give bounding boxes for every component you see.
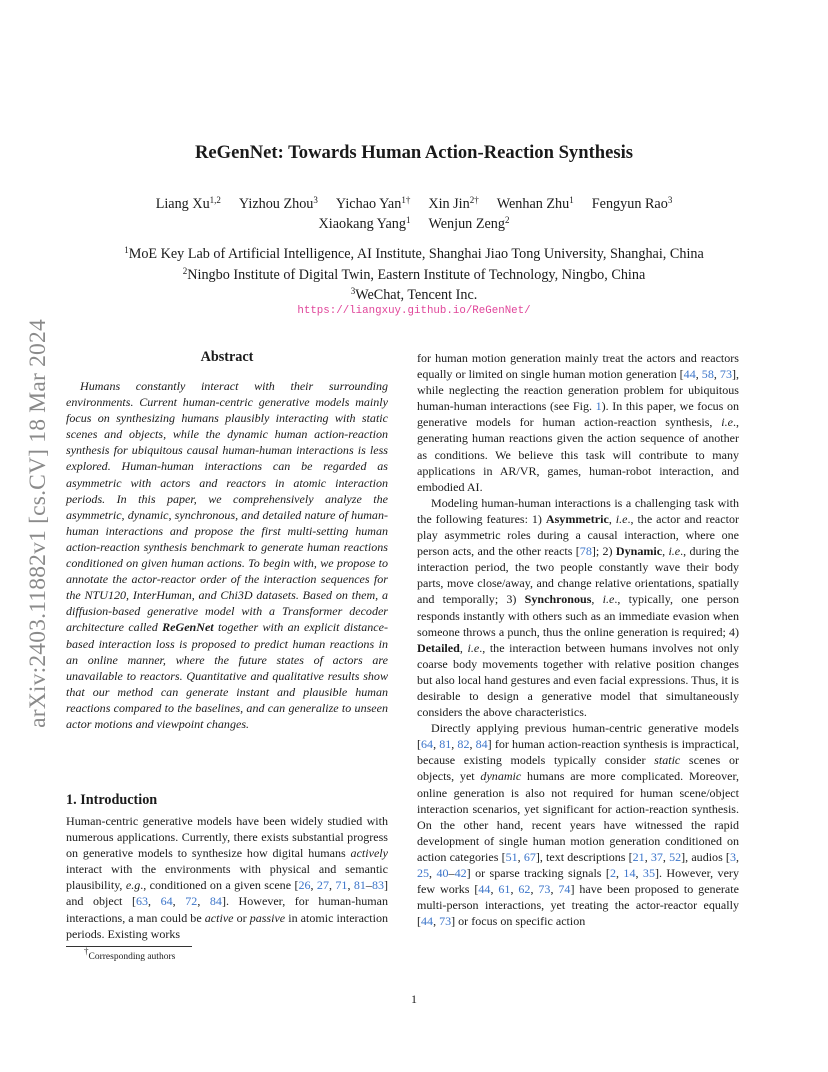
text-run: , bbox=[451, 737, 458, 752]
citation-link[interactable]: 83 bbox=[371, 878, 384, 893]
text-run: , bbox=[662, 544, 669, 559]
text-run: , bbox=[517, 849, 524, 864]
text-run: , bbox=[310, 878, 317, 893]
author-list bbox=[90, 194, 738, 234]
author-line-2 bbox=[90, 214, 738, 234]
citation-link[interactable]: 63 bbox=[135, 894, 149, 909]
italic-term: dynamic bbox=[480, 769, 522, 784]
abstract-text-part1: Humans constantly interact with their surrounding environments. Current human-centric generative models mainly focus on synthesizing humans plausibly interacting with static scenes and objects, while the dynamic human action-reaction synthesis for ubiquitous causal human-human interactions is less explored. Human-human interactions can be regarded as asymmetric with actors and reactors in atomic interaction periods. In this paper, we comprehensively analyze the asymmetric, dynamic, synchronous, and detailed nature of human-human interactions and propose the first multi-setting human action-reaction synthesis benchmark to generate human reactions conditioned on given human actions. To begin with, we propose to annotate the actor-reactor order of the interaction sequences for the NTU120, InterHuman, and Chi3D datasets. Based on them, a diffusion-based generative model with a Transformer decoder architecture called bbox=[66, 379, 388, 635]
footnote bbox=[84, 946, 176, 962]
italic-term: i.e bbox=[615, 511, 628, 526]
text-run: , bbox=[510, 882, 519, 897]
citation-link[interactable]: 40 bbox=[436, 866, 449, 880]
arxiv-stamp bbox=[14, 283, 62, 763]
text-run: ., typically, one person responds instantly with others such as an immediate evasion when someone throws a punch, thus the online generation is required; 4) bbox=[417, 592, 739, 639]
affiliation-line bbox=[60, 244, 768, 265]
citation-link[interactable]: 73 bbox=[538, 882, 551, 897]
citation-link[interactable]: 64 bbox=[421, 737, 434, 752]
author-name bbox=[239, 196, 318, 212]
text-run: , bbox=[429, 866, 437, 880]
citation-link[interactable]: 2 bbox=[609, 866, 616, 880]
author-name-text: Xiaokang Yang bbox=[318, 216, 406, 232]
author-name-text: Yichao Yan bbox=[335, 196, 402, 212]
bold-term: Detailed bbox=[417, 640, 460, 655]
text-run: ], audios [ bbox=[681, 849, 730, 864]
text-run: , bbox=[608, 511, 616, 526]
citation-link[interactable]: 1 bbox=[595, 399, 602, 414]
text-run: , bbox=[433, 914, 440, 929]
author-affiliation-mark: 1† bbox=[401, 195, 411, 205]
text-run: ] for human action-reaction synthesis is impractical, because existing models typically consider bbox=[417, 737, 739, 768]
text-run: , bbox=[347, 878, 354, 893]
body-paragraph bbox=[417, 720, 739, 929]
affiliation-line bbox=[60, 285, 768, 306]
bold-term: Dynamic bbox=[615, 544, 663, 559]
author-affiliation-mark: 1 bbox=[569, 195, 574, 205]
text-run: , bbox=[197, 894, 210, 909]
author-affiliation-mark: 3 bbox=[313, 195, 318, 205]
citation-link[interactable]: 26 bbox=[298, 878, 311, 893]
citation-link[interactable]: 82 bbox=[457, 737, 470, 752]
author-affiliation-mark: 1,2 bbox=[209, 195, 221, 205]
body-paragraph bbox=[417, 495, 739, 720]
text-run: scenes or objects, yet bbox=[417, 753, 740, 784]
text-run: Modeling human-human interactions is a challenging task with the following features: 1) bbox=[417, 495, 739, 526]
text-run: ]; 2) bbox=[591, 544, 616, 559]
italic-term: i.e bbox=[668, 544, 681, 559]
citation-link[interactable]: 73 bbox=[719, 367, 732, 382]
italic-term: actively bbox=[350, 846, 388, 861]
text-run: , bbox=[662, 849, 670, 864]
text-run: ]. However, very few works [ bbox=[417, 866, 739, 897]
citation-link[interactable]: 44 bbox=[683, 367, 696, 382]
author-affiliation-mark: 2† bbox=[469, 195, 479, 205]
italic-term: i.e bbox=[721, 415, 733, 430]
citation-link[interactable]: 67 bbox=[523, 849, 536, 864]
text-run: , bbox=[490, 882, 499, 897]
author-name bbox=[336, 196, 410, 212]
project-url-link[interactable]: https://liangxuy.github.io/ReGenNet/ bbox=[297, 305, 531, 317]
author-name-text: Fengyun Rao bbox=[591, 196, 668, 212]
citation-link[interactable]: 52 bbox=[669, 849, 682, 864]
abstract-heading: Abstract bbox=[200, 349, 254, 365]
author-name bbox=[497, 196, 574, 212]
text-run: Human-centric generative models have been widely studied with numerous applications. Currently, there exists substantial progress on generative models to synthesize how digital humans bbox=[66, 814, 388, 861]
citation-link[interactable]: 78 bbox=[579, 544, 592, 559]
text-run: , bbox=[469, 737, 476, 752]
text-run: , bbox=[328, 878, 336, 893]
italic-term: i.e bbox=[602, 592, 615, 607]
italic-term: static bbox=[654, 753, 681, 768]
citation-link[interactable]: 37 bbox=[650, 849, 663, 864]
abstract-body bbox=[66, 378, 388, 732]
text-run: ], text descriptions [ bbox=[535, 849, 633, 864]
citation-link[interactable]: 44 bbox=[478, 882, 491, 897]
author-name-text: Yizhou Zhou bbox=[238, 196, 314, 212]
citation-link[interactable]: 84 bbox=[209, 894, 222, 909]
paper-title: ReGenNet: Towards Human Action-Reaction Synthesis bbox=[194, 142, 633, 163]
author-name bbox=[319, 216, 411, 232]
affiliation-mark: 2 bbox=[182, 265, 188, 276]
author-name bbox=[429, 216, 510, 232]
author-name-text: Xin Jin bbox=[428, 196, 470, 212]
intro-heading: 1. Introduction bbox=[66, 792, 158, 808]
author-name-text: Liang Xu bbox=[155, 196, 210, 212]
text-run: ] or sparse tracking signals [ bbox=[466, 866, 610, 880]
text-run: ] and object [ bbox=[66, 878, 388, 909]
text-run: humans are more complicated. Moreover, online generation is also not required for human scene/object interaction scenarios, yet significant for action-reaction synthesis. On the other hand, recent years have witnessed the rapid development of single human motion generation conditioned on action categories [ bbox=[417, 769, 739, 864]
intro-left-column bbox=[66, 813, 388, 942]
text-run: ]. However, for human-human interactions, a man could be bbox=[66, 894, 389, 925]
citation-link[interactable]: 25 bbox=[417, 866, 430, 880]
text-run: , bbox=[735, 849, 739, 864]
author-name bbox=[592, 196, 673, 212]
italic-term: active bbox=[204, 910, 234, 925]
text-run: , bbox=[459, 640, 468, 655]
citation-link[interactable]: 81 bbox=[439, 737, 452, 752]
text-run: , bbox=[635, 866, 643, 880]
text-run: ., the interaction between humans involves not only coarse body movements together with relative position changes but also local hand gestures and even facial expressions. Thus, it is desirable to design a generative model that simultaneously considers the above characteristics. bbox=[417, 640, 739, 720]
citation-link[interactable]: 74 bbox=[558, 882, 571, 897]
citation-link[interactable]: 71 bbox=[335, 878, 348, 893]
text-run: , bbox=[550, 882, 559, 897]
affiliation-line bbox=[60, 265, 768, 286]
text-run: , bbox=[695, 367, 702, 382]
author-name bbox=[156, 196, 221, 212]
affiliation-mark: 3 bbox=[350, 286, 356, 296]
text-run: ). In this paper, we focus on generative models for human action-reaction synthesis, bbox=[417, 399, 739, 430]
citation-link[interactable]: 27 bbox=[316, 878, 329, 893]
text-run: ., during the interaction period, the two people constantly wave their body parts, move close/away, and change relative orientations, spatially and temporally; 3) bbox=[417, 544, 740, 607]
right-column bbox=[417, 350, 739, 929]
citation-link[interactable]: 44 bbox=[421, 914, 434, 929]
affiliations bbox=[60, 244, 768, 306]
author-name-text: Wenhan Zhu bbox=[496, 196, 570, 212]
text-run: Directly applying previous human-centric generative models [ bbox=[417, 721, 739, 752]
citation-link[interactable]: 35 bbox=[642, 866, 655, 880]
abstract-text-part2: together with an explicit distance-based interaction loss is proposed to predict human reactions in an online manner, where the future states of actors are unavailable to reactors. Quantitative and qualitative results show that our method can generate instant and plausible human reactions compared to the baselines, and can generalize to unseen actor motions and viewpoint changes. bbox=[66, 620, 388, 731]
body-paragraph bbox=[417, 350, 739, 495]
citation-link[interactable]: 73 bbox=[439, 914, 452, 929]
text-run: , bbox=[172, 894, 186, 909]
arxiv-stamp-text: arXiv:2403.11882v1 [cs.CV] 18 Mar 2024 bbox=[24, 318, 51, 728]
author-line-1 bbox=[90, 194, 738, 214]
text-run: ], while neglecting the reaction generation problem for ubiquitous human-human interactions (see Fig. bbox=[417, 367, 739, 414]
text-run: – bbox=[448, 866, 455, 880]
affiliation-text: WeChat, Tencent Inc. bbox=[355, 287, 478, 303]
citation-link[interactable]: 58 bbox=[701, 367, 714, 382]
bold-term: Synchronous bbox=[524, 592, 592, 607]
italic-term: passive bbox=[249, 910, 286, 925]
citation-link[interactable]: 61 bbox=[498, 882, 511, 897]
affiliation-text: MoE Key Lab of Artificial Intelligence, AI Institute, Shanghai Jiao Tong University, Shanghai, China bbox=[128, 246, 704, 262]
text-run: interact with the environments with physical and semantic plausibility, bbox=[66, 862, 388, 893]
citation-link[interactable]: 84 bbox=[475, 737, 488, 752]
text-run: ] have been proposed to generate multi-person interactions, yet treating the actor-reactor equally [ bbox=[417, 882, 739, 929]
author-affiliation-mark: 1 bbox=[406, 215, 411, 225]
affiliation-text: Ningbo Institute of Digital Twin, Eastern Institute of Technology, Ningbo, China bbox=[187, 266, 646, 283]
footnote-mark: † bbox=[84, 946, 89, 956]
citation-link[interactable]: 51 bbox=[505, 849, 518, 864]
intro-paragraph bbox=[66, 813, 388, 942]
text-run: , bbox=[713, 367, 720, 382]
citation-link[interactable]: 72 bbox=[185, 894, 198, 909]
citation-link[interactable]: 3 bbox=[729, 849, 736, 864]
text-run: or bbox=[233, 910, 250, 925]
text-run: for human motion generation mainly treat the actors and reactors equally or limited on single human motion generation [ bbox=[417, 351, 739, 382]
text-run: ., the actor and reactor play asymmetric roles during a causal interaction, where one person acts, and the other reacts [ bbox=[417, 511, 739, 559]
author-name-text: Wenjun Zeng bbox=[428, 216, 505, 232]
bold-term: Asymmetric bbox=[545, 511, 609, 526]
text-run: , bbox=[644, 849, 651, 864]
affiliation-mark: 1 bbox=[124, 245, 129, 255]
text-run: ., conditioned on a given scene [ bbox=[140, 878, 299, 893]
text-run: ] or focus on specific action bbox=[451, 914, 586, 929]
model-name: ReGenNet bbox=[162, 620, 214, 635]
text-run: , bbox=[433, 737, 440, 752]
citation-link[interactable]: 62 bbox=[518, 882, 531, 897]
author-affiliation-mark: 3 bbox=[667, 195, 673, 205]
citation-link[interactable]: 21 bbox=[632, 849, 645, 864]
text-run: ., generating human reactions given the action sequence of another as conditions. We believe this task will contribute to many applications in AR/VR, games, human-robot interaction, and embodied AI. bbox=[417, 415, 739, 494]
text-run: – bbox=[365, 878, 372, 893]
text-run: , bbox=[591, 592, 603, 607]
text-run: , bbox=[615, 866, 624, 880]
italic-term: e.g bbox=[125, 878, 141, 893]
text-run: in atomic interaction periods. Existing works bbox=[66, 910, 389, 941]
citation-link[interactable]: 64 bbox=[160, 894, 173, 909]
author-name bbox=[428, 196, 478, 212]
text-run: , bbox=[148, 894, 161, 909]
page-number: 1 bbox=[411, 992, 417, 1006]
footnote-text: Corresponding authors bbox=[88, 952, 176, 962]
citation-link[interactable]: 81 bbox=[353, 878, 366, 893]
text-run: , bbox=[530, 882, 539, 897]
citation-link[interactable]: 14 bbox=[623, 866, 636, 880]
author-affiliation-mark: 2 bbox=[504, 215, 510, 225]
citation-link[interactable]: 42 bbox=[454, 866, 467, 880]
italic-term: i.e bbox=[467, 640, 480, 655]
